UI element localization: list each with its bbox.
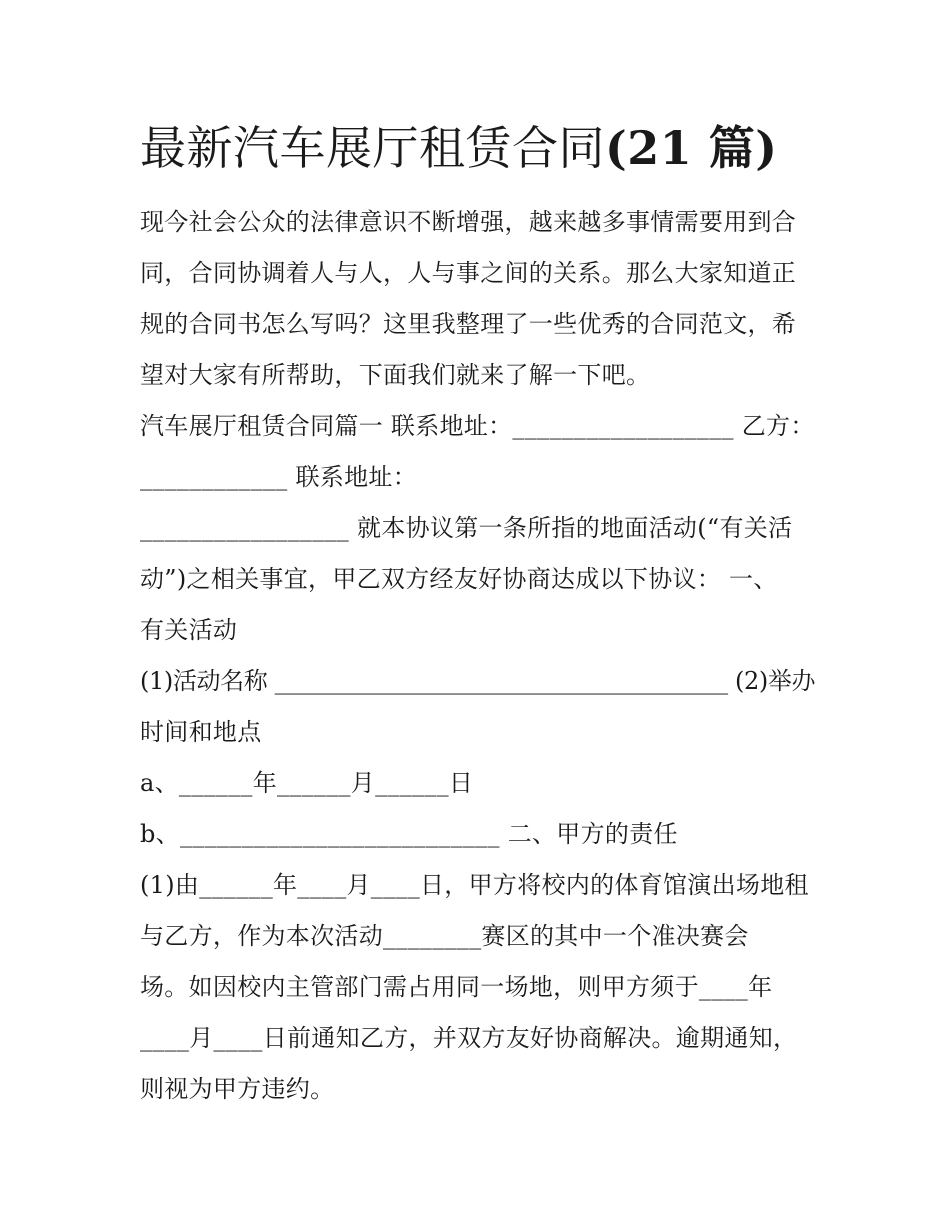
text-line: (1)活动名称 _______________________________________ (2)举办: [140, 667, 816, 695]
text-line: ____________ 联系地址：: [140, 463, 418, 491]
title-main: 最新汽车展厅租赁合同: [140, 121, 605, 175]
text-line: (1)由______年____月____日，甲方将校内的体育馆演出场地租: [140, 871, 809, 899]
text-line: 同，合同协调着人与人，人与事之间的关系。那么大家知道正: [140, 259, 797, 287]
text-line: 有关活动: [140, 616, 238, 644]
text-line: b、__________________________ 二、甲方的责任: [140, 820, 678, 848]
text-line: _________________ 就本协议第一条所指的地面活动(“有关活: [140, 514, 793, 542]
title-count: (21 篇): [605, 121, 778, 175]
text-line: ____月____日前通知乙方，并双方友好协商解决。逾期通知，: [140, 1024, 798, 1052]
text-line: 望对大家有所帮助，下面我们就来了解一下吧。: [140, 361, 651, 389]
text-line: 规的合同书怎么写吗？这里我整理了一些优秀的合同范文，希: [140, 310, 797, 338]
text-line: 动”)之相关事宜，甲乙双方经友好协商达成以下协议： 一、: [140, 565, 778, 593]
text-line: 则视为甲方违约。: [140, 1075, 335, 1103]
text-line: 时间和地点: [140, 718, 262, 746]
text-line: a、______年______月______日: [140, 769, 474, 797]
text-line: 场。如因校内主管部门需占用同一场地，则甲方须于____年: [140, 973, 773, 1001]
text-line: 汽车展厅租赁合同篇一 联系地址：__________________ 乙方：: [140, 412, 815, 440]
text-line: 与乙方，作为本次活动________赛区的其中一个准决赛会: [140, 922, 749, 950]
text-line: 现今社会公众的法律意识不断增强，越来越多事情需要用到合: [140, 208, 797, 236]
page-title: [140, 112, 778, 184]
document-body: [140, 197, 815, 1115]
